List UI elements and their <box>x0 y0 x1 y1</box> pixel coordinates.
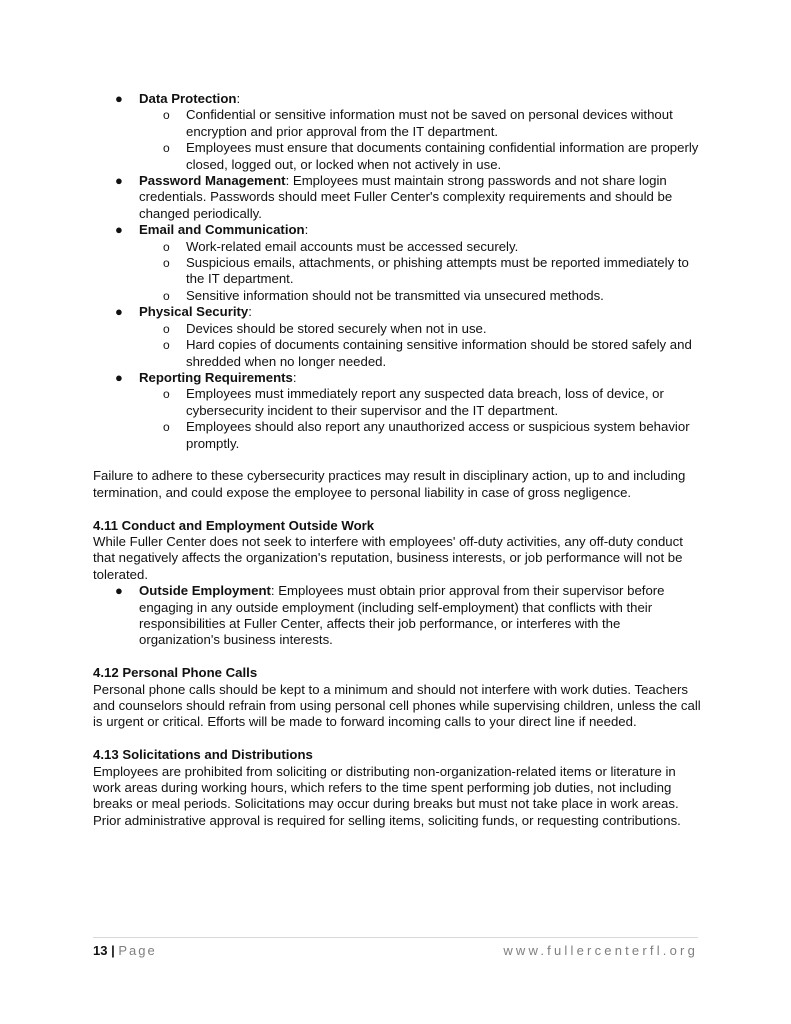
page-footer <box>93 937 698 958</box>
page-content <box>93 91 703 829</box>
failure-paragraph: Failure to adhere to these cybersecurity practices may result in disciplinary action, up to and including termination, and could expose the employee to personal liability in case of gross negligence. <box>93 468 686 500</box>
list-item-reporting-requirements <box>93 370 703 386</box>
section-body-4-12: Personal phone calls should be kept to a minimum and should not interfere with work duties. Teachers and counselors should refrain from using personal cell phones while supervising children, unless the call is urgent or critical. Efforts will be made to forward incoming calls to your direct line if needed. <box>93 681 701 730</box>
sub-list-item-text: Employees must immediately report any suspected data breach, loss of device, or cybersecurity incident to their supervisor and the IT department. <box>186 386 664 418</box>
list-item-text: : <box>292 369 297 385</box>
sub-list-item <box>93 140 703 173</box>
section-heading-4-13: 4.13 Solicitations and Distributions <box>93 747 313 763</box>
bullet-circle: o <box>163 420 170 435</box>
list-item-text: : <box>304 222 309 238</box>
list-item-email-communication <box>93 222 703 238</box>
list-item-physical-security <box>93 304 703 320</box>
list-item-title: Email and Communication <box>139 222 305 238</box>
section-heading-4-12: 4.12 Personal Phone Calls <box>93 665 258 681</box>
sub-list-item <box>93 239 703 255</box>
list-item-title: Password Management <box>139 173 286 189</box>
list-item-title: Outside Employment <box>139 583 271 599</box>
bullet-dot: ● <box>115 173 123 189</box>
bullet-dot: ● <box>115 91 123 106</box>
sub-list-item-text: Confidential or sensitive information must not be saved on personal devices without encryption and prior approval from the IT department. <box>186 107 673 139</box>
bullet-circle: o <box>163 108 170 123</box>
list-item-text: : Employees must obtain prior approval from their supervisor before engaging in any outside employment (including self-employment) that conflicts with their responsibilities at Fuller Center, affects their job performance, or interferes with the organization's business interests. <box>139 583 665 648</box>
bullet-circle: o <box>163 239 170 254</box>
list-item-outside-employment <box>93 583 703 649</box>
bullet-dot: ● <box>115 369 123 385</box>
sub-list-item-text: Employees must ensure that documents containing confidential information are properly closed, logged out, or locked when not actively in use. <box>186 140 699 172</box>
sub-list-item-text: Employees should also report any unauthorized access or suspicious system behavior promptly. <box>186 419 690 451</box>
bullet-circle: o <box>163 141 170 156</box>
bullet-dot: ● <box>115 222 123 238</box>
sub-list-item-text: Work-related email accounts must be accessed securely. <box>186 238 519 254</box>
sub-list-item <box>93 255 703 288</box>
section-body-4-11: While Fuller Center does not seek to interfere with employees' off-duty activities, any off-duty conduct that negatively affects the organization's reputation, business interests, or job performance will not be tolerated. <box>93 533 683 582</box>
list-item-data-protection <box>93 91 703 107</box>
sub-list-item <box>93 107 703 140</box>
sub-list-item-text: Devices should be stored securely when not in use. <box>186 320 487 336</box>
bullet-circle: o <box>163 387 170 402</box>
sub-list-item <box>93 337 703 370</box>
section-body-4-13: Employees are prohibited from soliciting or distributing non-organization-related items or literature in work areas during working hours, which refers to the time spent performing job duties, not including breaks or meal periods. Solicitations may occur during breaks but must not take place in work areas. Prior administrative approval is required for selling items, soliciting funds, or requesting contributions. <box>93 763 681 828</box>
list-item-title: Reporting Requirements <box>139 369 293 385</box>
list-item-text: : Employees must maintain strong passwords and not share login credentials. Passwords should meet Fuller Center's complexity requirements and should be changed periodically. <box>139 173 673 221</box>
sub-list-item <box>93 386 703 419</box>
list-item-title: Data Protection <box>139 91 237 106</box>
list-item-text: : <box>248 304 252 320</box>
list-item-text: : <box>236 91 241 106</box>
sub-list-item <box>93 321 703 337</box>
bullet-dot: ● <box>115 304 123 320</box>
list-item-title: Physical Security <box>139 304 249 320</box>
list-item-password-management <box>93 173 703 222</box>
section-heading-4-11: 4.11 Conduct and Employment Outside Work <box>93 517 375 533</box>
bullet-circle: o <box>163 288 170 303</box>
bullet-circle: o <box>163 338 170 353</box>
sub-list-item <box>93 288 703 304</box>
sub-list-item-text: Sensitive information should not be transmitted via unsecured methods. <box>186 287 604 303</box>
sub-list-item-text: Hard copies of documents containing sensitive information should be stored safely and shredded when no longer needed. <box>186 337 692 369</box>
page-number-label <box>93 943 157 958</box>
bullet-circle: o <box>163 256 170 271</box>
sub-list-item <box>93 419 703 452</box>
sub-list-item-text: Suspicious emails, attachments, or phishing attempts must be reported immediately to the IT department. <box>186 255 689 287</box>
page-word: Page <box>118 943 157 958</box>
page-number: 13 <box>93 943 108 958</box>
footer-separator: | <box>111 943 115 958</box>
footer-website: www.fullercenterfl.org <box>503 943 698 958</box>
bullet-circle: o <box>163 321 170 336</box>
bullet-dot: ● <box>115 583 123 599</box>
